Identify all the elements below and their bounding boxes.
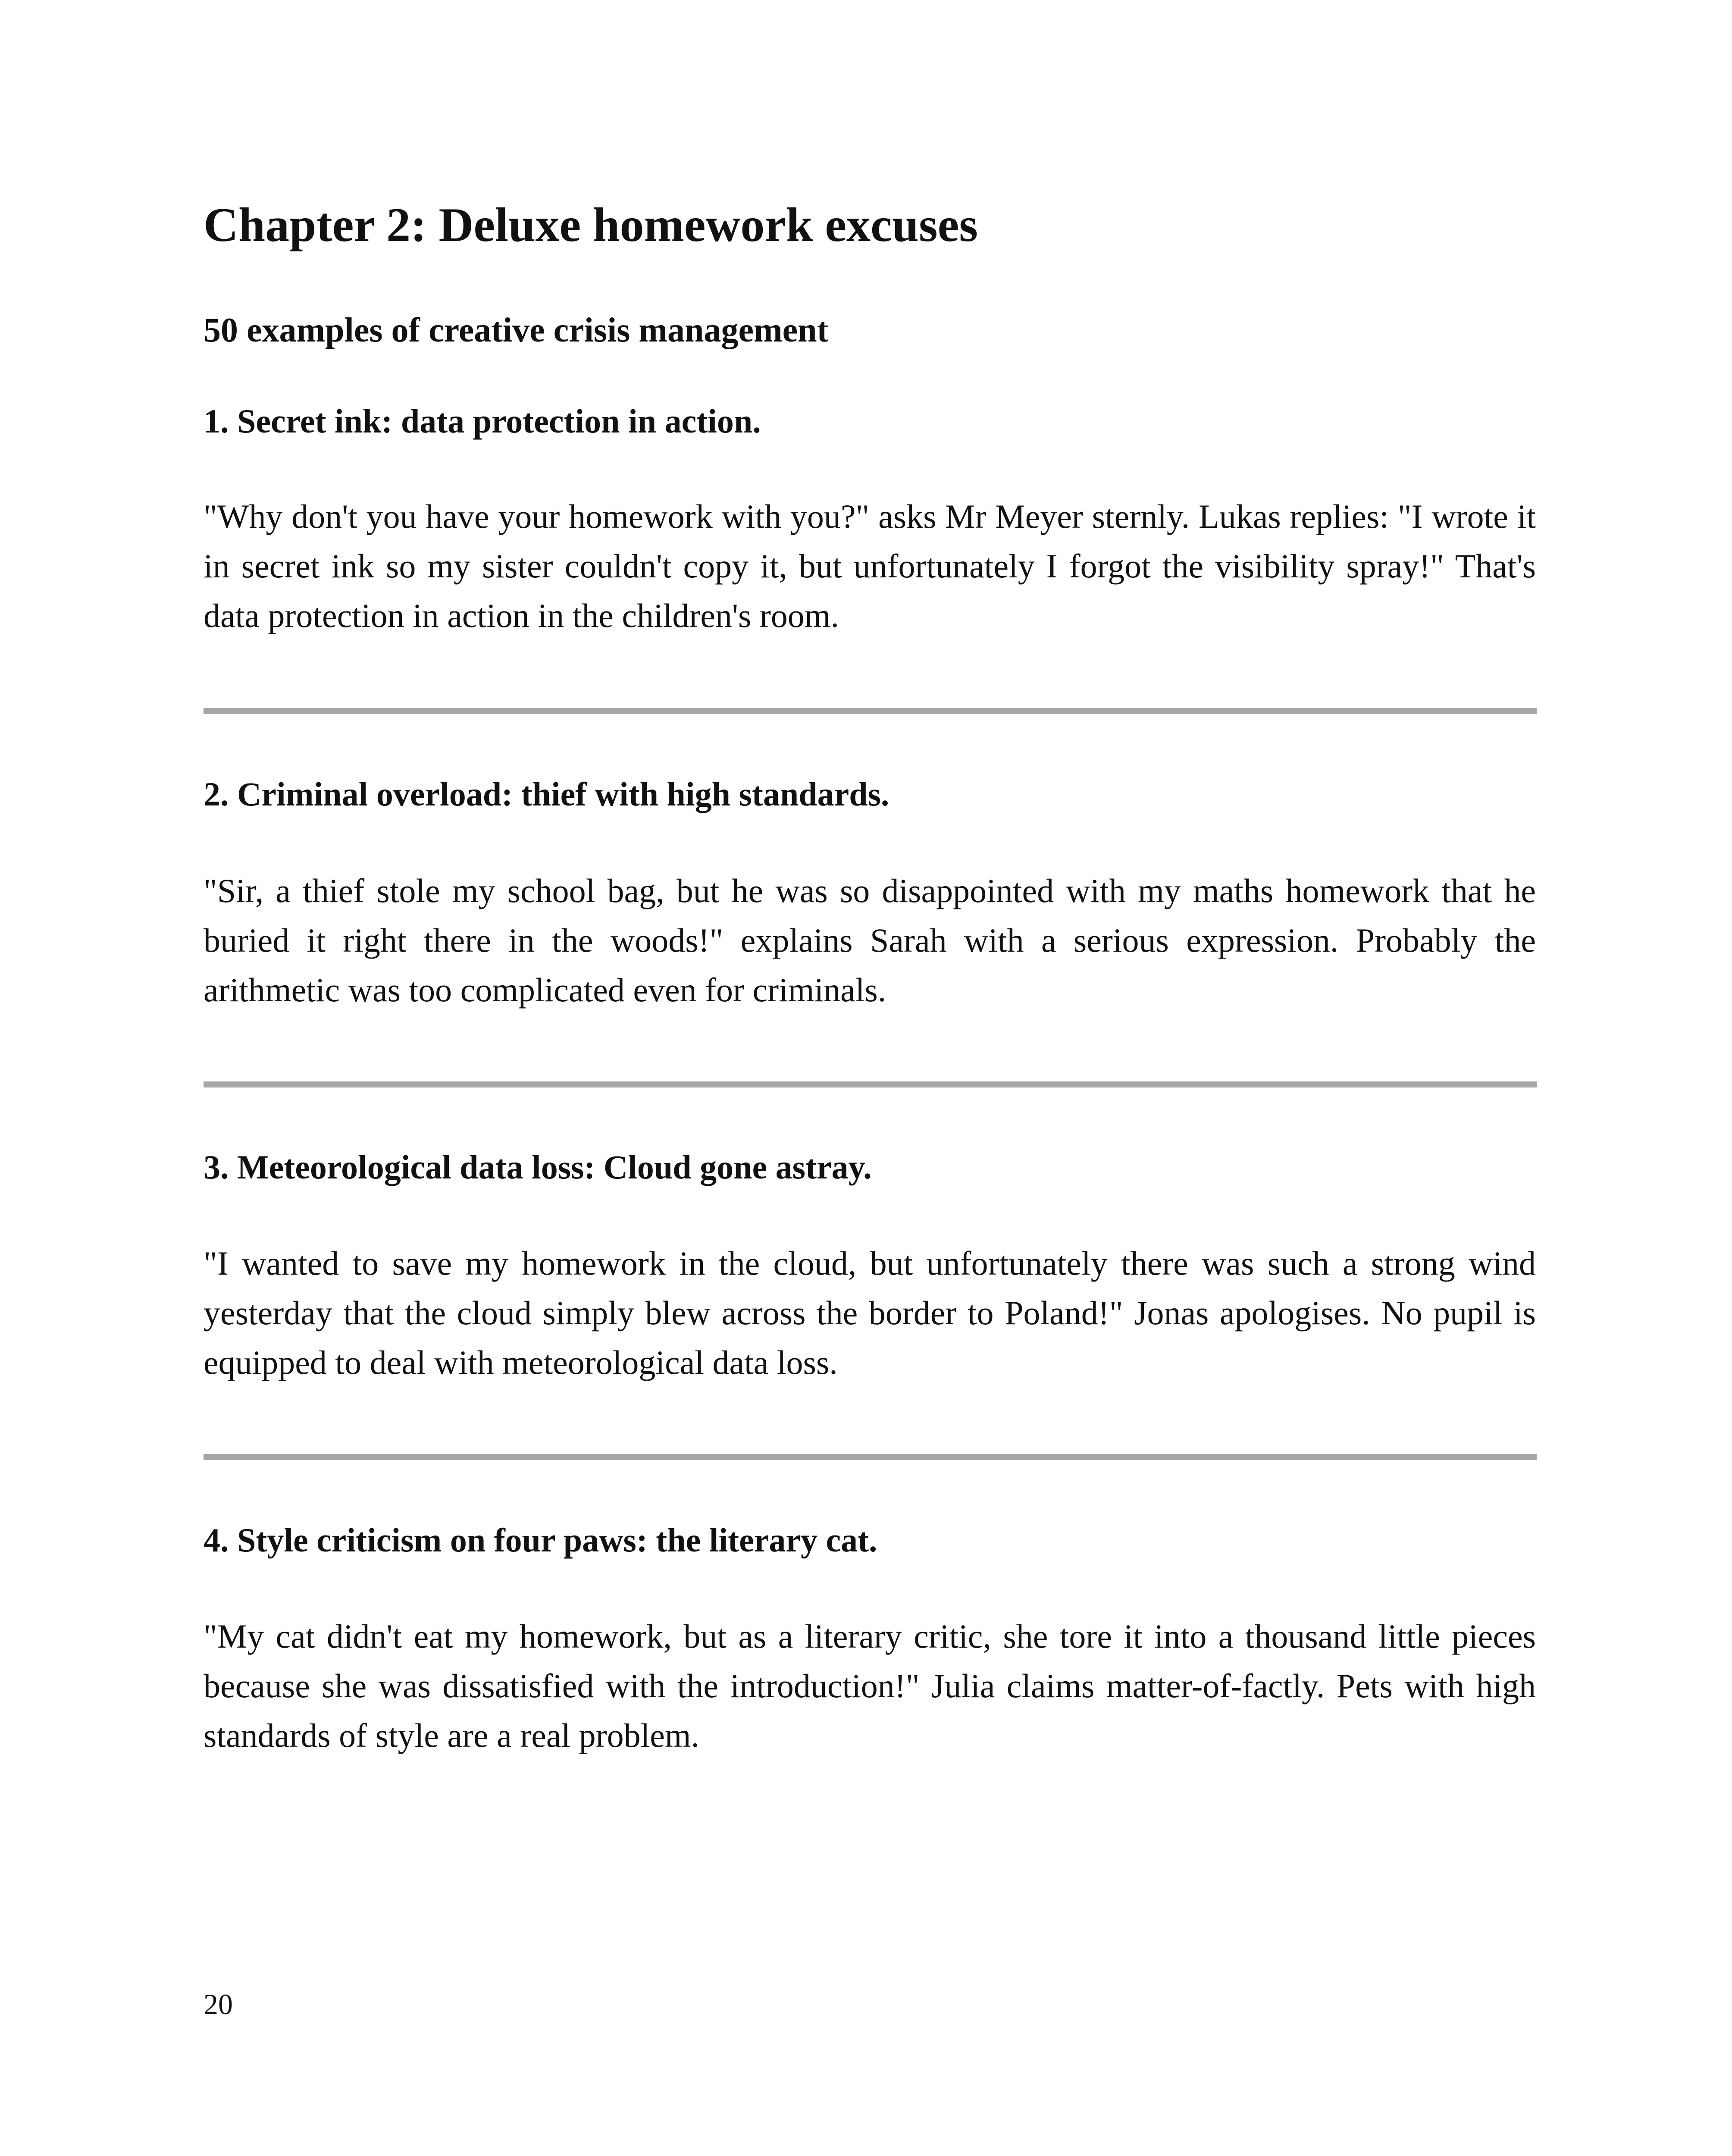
excuse-body-2: "Sir, a thief stole my school bag, but he was so disappointed with my maths homework that he buried it right there in the woods!" explains Sarah with a serious expression. Probably the arithmetic was too complicated even for criminals. <box>204 872 1536 1009</box>
section-divider <box>204 1081 1537 1087</box>
excuse-heading-3: 3. Meteorological data loss: Cloud gone astray. <box>204 1148 872 1186</box>
excuse-heading-2: 2. Criminal overload: thief with high standards. <box>204 775 889 813</box>
chapter-subtitle: 50 examples of creative crisis management <box>204 311 829 349</box>
excuse-body-1: "Why don't you have your homework with you?" asks Mr Meyer sternly. Lukas replies: "I wrote it in secret ink so my sister couldn't copy it, but unfortunately I forgot the visibility spray!" That's data protection in action in the children's room. <box>204 498 1536 634</box>
page-number: 20 <box>204 1988 233 2021</box>
excuse-body-3: "I wanted to save my homework in the cloud, but unfortunately there was such a strong wind yesterday that the cloud simply blew across the border to Poland!" Jonas apologises. No pupil is equipped to deal with meteorological data loss. <box>204 1244 1536 1381</box>
excuse-heading-4: 4. Style criticism on four paws: the literary cat. <box>204 1521 877 1559</box>
section-divider <box>204 708 1537 714</box>
excuse-heading-1: 1. Secret ink: data protection in action. <box>204 402 761 440</box>
section-divider <box>204 1454 1537 1460</box>
excuse-body-4: "My cat didn't eat my homework, but as a literary critic, she tore it into a thousand little pieces because she was dissatisfied with the introduction!" Julia claims matter-of-factly. Pets with high standards of style are a real problem. <box>204 1617 1536 1754</box>
chapter-title: Chapter 2: Deluxe homework excuses <box>204 198 978 252</box>
